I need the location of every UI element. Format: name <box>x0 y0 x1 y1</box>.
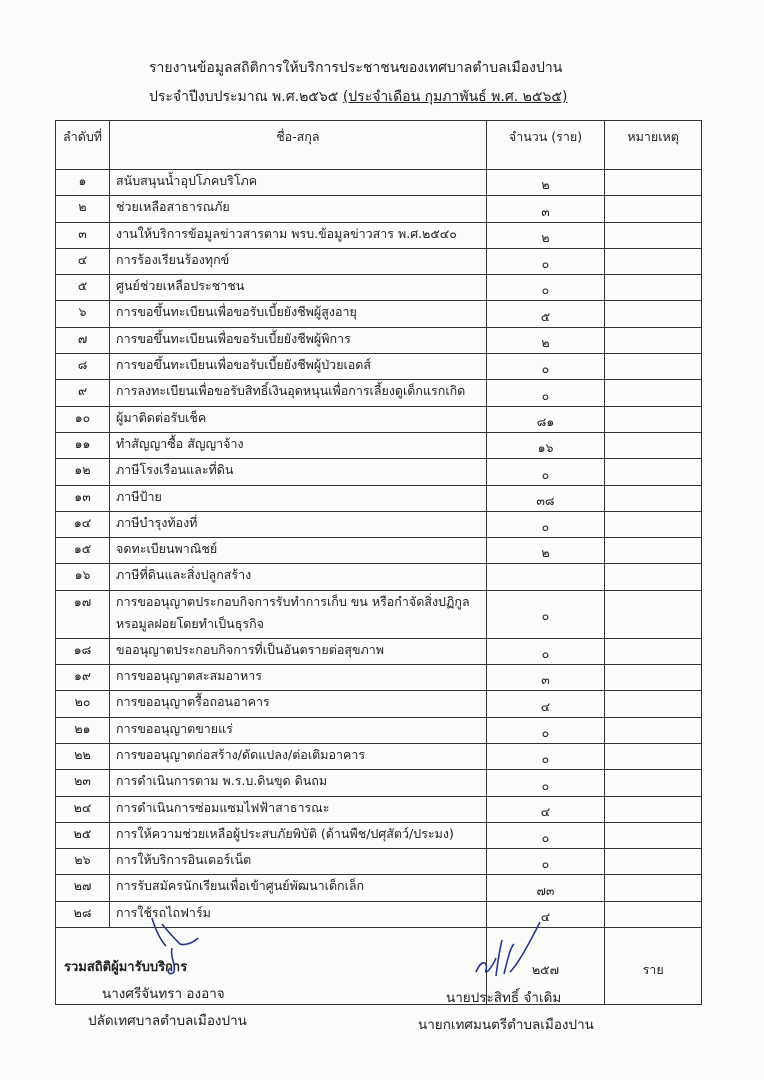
row-note <box>605 538 702 564</box>
row-name: ภาษีบำรุงท้องที่ <box>110 511 487 537</box>
row-number: ๓ <box>56 222 110 248</box>
row-count: ๔ <box>486 901 605 927</box>
row-count: ๐ <box>486 380 605 406</box>
row-note <box>605 196 702 222</box>
row-note <box>605 822 702 848</box>
row-count: ๐ <box>486 822 605 848</box>
row-number: ๑๘ <box>56 638 110 664</box>
table-row <box>56 796 702 822</box>
row-name: สนับสนุนน้ำอุปโภคบริโภค <box>110 170 487 196</box>
row-number: ๑๒ <box>56 459 110 485</box>
row-name: การขออนุญาตรื้อถอนอาคาร <box>110 691 487 717</box>
row-name: การร้องเรียนร้องทุกข์ <box>110 248 487 274</box>
row-name: การขอขึ้นทะเบียนเพื่อขอรับเบี้ยยังชีพผู้สูงอายุ <box>110 301 487 327</box>
row-number: ๙ <box>56 380 110 406</box>
row-note <box>605 459 702 485</box>
row-count <box>486 564 605 590</box>
row-note <box>605 875 702 901</box>
header-no: ลำดับที่ <box>56 121 110 170</box>
left-signer-name: นางศรีจันทรา องอาจ <box>102 986 225 1002</box>
table-row <box>56 248 702 274</box>
table-row <box>56 459 702 485</box>
row-note <box>605 511 702 537</box>
table-row <box>56 665 702 691</box>
row-note <box>605 406 702 432</box>
row-note <box>605 691 702 717</box>
left-signature-mark <box>140 912 210 982</box>
table-header-row <box>56 121 702 170</box>
row-name: ศูนย์ช่วยเหลือประชาชน <box>110 275 487 301</box>
report-month-text: (ประจำเดือน กุมภาพันธ์ พ.ศ. ๒๕๖๕) <box>342 89 568 105</box>
row-note <box>605 743 702 769</box>
table-row <box>56 327 702 353</box>
row-name: การให้บริการอินเตอร์เน็ต <box>110 849 487 875</box>
report-title: รายงานข้อมูลสถิติการให้บริการประชาชนของเทศบาลตำบลเมืองปาน <box>149 60 563 76</box>
row-number: ๒๘ <box>56 901 110 927</box>
table-row <box>56 538 702 564</box>
row-count: ๐ <box>486 511 605 537</box>
row-note <box>605 796 702 822</box>
row-name: การขออนุญาตประกอบกิจการรับทำการเก็บ ขน หรือกำจัดสิ่งปฏิกูลหรอมูลฝอยโดยทำเป็นธุรกิจ <box>110 590 487 638</box>
row-name: งานให้บริการข้อมูลข่าวสารตาม พรบ.ข้อมูลข่าวสาร พ.ศ.๒๕๔๐ <box>110 222 487 248</box>
row-count: ๐ <box>486 354 605 380</box>
table-row <box>56 822 702 848</box>
row-count: ๓ <box>486 196 605 222</box>
header-count: จำนวน (ราย) <box>486 121 605 170</box>
table-row <box>56 275 702 301</box>
row-name: ผู้มาติดต่อรับเช็ค <box>110 406 487 432</box>
row-name: ภาษีป้าย <box>110 485 487 511</box>
row-note <box>605 354 702 380</box>
row-number: ๕ <box>56 275 110 301</box>
row-note <box>605 485 702 511</box>
row-note <box>605 327 702 353</box>
total-count: ๒๕๗ <box>486 928 605 1005</box>
row-count: ๘๑ <box>486 406 605 432</box>
left-signer-position: ปลัดเทศบาลตำบลเมืองปาน <box>88 1013 247 1029</box>
row-count: ๔ <box>486 691 605 717</box>
fiscal-year-text: ประจำปีงบประมาณ พ.ศ.๒๕๖๕ <box>149 89 343 105</box>
row-number: ๖ <box>56 301 110 327</box>
table-row <box>56 222 702 248</box>
row-note <box>605 248 702 274</box>
row-note <box>605 590 702 638</box>
row-count: ๒ <box>486 222 605 248</box>
row-note <box>605 380 702 406</box>
table-row <box>56 406 702 432</box>
table-row <box>56 638 702 664</box>
row-name: การใช้รถไถฟาร์ม <box>110 901 487 927</box>
row-count: ๒ <box>486 538 605 564</box>
row-name: การขออนุญาตก่อสร้าง/ดัดแปลง/ต่อเติมอาคาร <box>110 743 487 769</box>
row-note <box>605 665 702 691</box>
row-number: ๑๕ <box>56 538 110 564</box>
row-name: การดำเนินการตาม พ.ร.บ.ดินขุด ดินถม <box>110 770 487 796</box>
row-count: ๐ <box>486 770 605 796</box>
row-note <box>605 275 702 301</box>
row-number: ๒๗ <box>56 875 110 901</box>
table-row <box>56 432 702 458</box>
row-count: ๐ <box>486 275 605 301</box>
row-count: ๐ <box>486 849 605 875</box>
row-count: ๒ <box>486 327 605 353</box>
table-row <box>56 196 702 222</box>
row-count: ๑๖ <box>486 432 605 458</box>
table-row <box>56 849 702 875</box>
header-name: ชื่อ-สกุล <box>110 121 487 170</box>
row-number: ๒๐ <box>56 691 110 717</box>
table-row <box>56 485 702 511</box>
row-number: ๑ <box>56 170 110 196</box>
row-number: ๑๙ <box>56 665 110 691</box>
table-row <box>56 564 702 590</box>
right-signature-mark <box>470 918 550 984</box>
table-row <box>56 743 702 769</box>
row-count: ๗๓ <box>486 875 605 901</box>
row-count: ๐ <box>486 743 605 769</box>
row-name: การรับสมัครนักเรียนเพื่อเข้าศูนย์พัฒนาเด็กเล็ก <box>110 875 487 901</box>
table-row <box>56 380 702 406</box>
table-row <box>56 301 702 327</box>
row-number: ๑๑ <box>56 432 110 458</box>
row-number: ๗ <box>56 327 110 353</box>
row-number: ๑๐ <box>56 406 110 432</box>
table-row <box>56 691 702 717</box>
table-row <box>56 170 702 196</box>
row-count: ๓๘ <box>486 485 605 511</box>
row-count: ๐ <box>486 459 605 485</box>
row-name: การขอขึ้นทะเบียนเพื่อขอรับเบี้ยยังชีพผู้พิการ <box>110 327 487 353</box>
row-name: จดทะเบียนพาณิชย์ <box>110 538 487 564</box>
table-row <box>56 875 702 901</box>
table-row <box>56 770 702 796</box>
row-note <box>605 901 702 927</box>
right-signer-position: นายกเทศมนตรีตำบลเมืองปาน <box>418 1017 594 1033</box>
row-name: การขออนุญาตสะสมอาหาร <box>110 665 487 691</box>
row-note <box>605 222 702 248</box>
total-label: รวมสถิติผู้มารับบริการ <box>56 928 487 1005</box>
report-subtitle <box>149 86 567 108</box>
row-name: การขออนุญาตขายแร่ <box>110 717 487 743</box>
row-name: ช่วยเหลือสาธารณภัย <box>110 196 487 222</box>
row-count: ๐ <box>486 717 605 743</box>
row-note <box>605 301 702 327</box>
header-note: หมายเหตุ <box>605 121 702 170</box>
row-number: ๒ <box>56 196 110 222</box>
row-number: ๑๗ <box>56 590 110 638</box>
row-number: ๑๓ <box>56 485 110 511</box>
right-signer-name: นายประสิทธิ์ จำเดิม <box>446 990 562 1006</box>
row-number: ๒๔ <box>56 796 110 822</box>
row-number: ๒๕ <box>56 822 110 848</box>
row-name: การขอขึ้นทะเบียนเพื่อขอรับเบี้ยยังชีพผู้ป่วยเอดส์ <box>110 354 487 380</box>
row-number: ๒๒ <box>56 743 110 769</box>
row-note <box>605 717 702 743</box>
row-number: ๘ <box>56 354 110 380</box>
table-row <box>56 511 702 537</box>
row-count: ๕ <box>486 301 605 327</box>
row-note <box>605 849 702 875</box>
row-note <box>605 638 702 664</box>
total-unit: ราย <box>605 928 702 1005</box>
row-name: ขออนุญาตประกอบกิจการที่เป็นอันตรายต่อสุขภาพ <box>110 638 487 664</box>
row-note <box>605 432 702 458</box>
row-name: การลงทะเบียนเพื่อขอรับสิทธิ์เงินอุดหนุนเพื่อการเลี้ยงดูเด็กแรกเกิด <box>110 380 487 406</box>
row-number: ๔ <box>56 248 110 274</box>
row-name: ภาษีที่ดินและสิ่งปลูกสร้าง <box>110 564 487 590</box>
row-name: การดำเนินการซ่อมแซมไฟฟ้าสาธารณะ <box>110 796 487 822</box>
row-number: ๒๑ <box>56 717 110 743</box>
row-name: ภาษีโรงเรือนและที่ดิน <box>110 459 487 485</box>
row-name: การให้ความช่วยเหลือผู้ประสบภัยพิบัติ (ด้านพืช/ปศุสัตว์/ประมง) <box>110 822 487 848</box>
row-count: ๒ <box>486 170 605 196</box>
row-number: ๑๖ <box>56 564 110 590</box>
row-number: ๒๓ <box>56 770 110 796</box>
table-row <box>56 354 702 380</box>
row-count: ๐ <box>486 590 605 638</box>
row-name: ทำสัญญาซื้อ สัญญาจ้าง <box>110 432 487 458</box>
row-count: ๔ <box>486 796 605 822</box>
row-note <box>605 170 702 196</box>
row-number: ๒๖ <box>56 849 110 875</box>
row-count: ๐ <box>486 638 605 664</box>
row-note <box>605 564 702 590</box>
row-count: ๐ <box>486 248 605 274</box>
table-row <box>56 717 702 743</box>
statistics-table <box>55 120 702 1005</box>
row-number: ๑๔ <box>56 511 110 537</box>
row-note <box>605 770 702 796</box>
table-row <box>56 590 702 638</box>
row-count: ๓ <box>486 665 605 691</box>
